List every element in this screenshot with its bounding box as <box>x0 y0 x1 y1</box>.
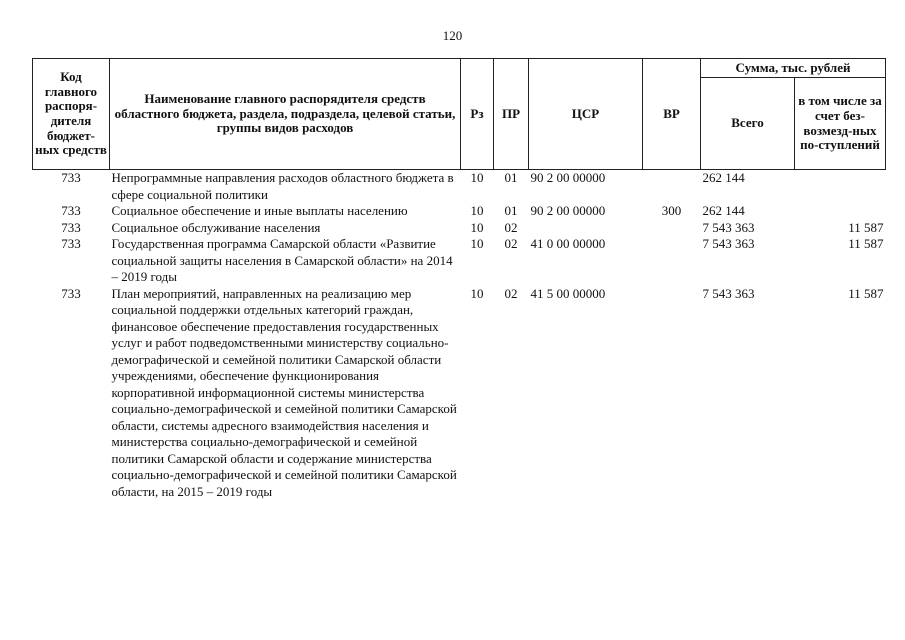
cell-total: 262 144 <box>702 170 745 185</box>
cell-rz: 10 <box>470 236 484 251</box>
header-name: Наименование главного распорядителя средств областного бюджета, раздела, подраздела, целевой статьи, группы видов расходов <box>110 59 461 170</box>
table-row <box>33 170 886 204</box>
header-row-top <box>33 59 886 78</box>
cell-csr: 41 5 00 00000 <box>530 285 606 301</box>
cell-total: 7 543 363 <box>702 285 755 301</box>
cell-vr <box>643 286 701 501</box>
header-code: Код главного распоря-дителя бюджет-ных средств <box>33 59 110 170</box>
cell-code: 733 <box>61 236 81 251</box>
cell-total: 262 144 <box>702 203 745 218</box>
cell-code: 733 <box>61 170 81 185</box>
cell-total: 7 543 363 <box>702 236 755 251</box>
header-total: Всего <box>701 78 795 170</box>
cell-code: 733 <box>61 203 81 218</box>
table-header <box>33 59 886 170</box>
budget-table <box>32 58 886 500</box>
cell-name: Государственная программа Самарской области «Развитие социальной защиты населения в Самарской области» на 2014 – 2019 годы <box>111 236 453 284</box>
cell-code: 733 <box>61 219 81 235</box>
cell-pr: 02 <box>504 285 518 301</box>
cell-pr: 02 <box>504 219 518 235</box>
cell-rz: 10 <box>470 285 484 301</box>
cell-rz: 10 <box>470 170 484 185</box>
header-free: в том числе за счет без-возмезд-ных по-ступлений <box>795 78 886 170</box>
cell-csr: 41 0 00 00000 <box>530 236 606 251</box>
cell-name: План мероприятий, направленных на реализацию мер социальной поддержки отдельных категорий граждан, финансовое обеспечение предоставления государственных услуг и работ подведомственными министерству социально-демографической и семейной политики Самарской области учреждениями, обеспечение функционирования корпоративной информационной системы министерства социально-демографической и семейной политики Самарской области, системы адресного взаимодействия населения и министерства социально-демографической и семейной политики Самарской области и содержание министерства социально-демографической и семейной политики Самарской области, на 2015 – 2019 годы <box>111 285 457 499</box>
cell-vr <box>643 236 701 286</box>
cell-free: 11 587 <box>848 285 884 301</box>
cell-pr: 01 <box>504 170 518 185</box>
table-row <box>33 236 886 286</box>
table-body <box>33 170 886 501</box>
cell-pr: 01 <box>504 203 518 218</box>
cell-free <box>795 203 886 220</box>
header-csr: ЦСР <box>529 59 643 170</box>
cell-total: 7 543 363 <box>702 219 755 235</box>
cell-name: Социальное обеспечение и иные выплаты населению <box>111 203 408 218</box>
cell-name: Социальное обслуживание населения <box>111 219 321 235</box>
cell-name: Непрограммные направления расходов областного бюджета в сфере социальной политики <box>111 170 454 202</box>
header-rz: Рз <box>461 59 494 170</box>
cell-vr: 300 <box>661 203 682 218</box>
cell-csr: 90 2 00 00000 <box>530 170 606 185</box>
cell-free: 11 587 <box>848 236 884 251</box>
header-pr: ПР <box>494 59 529 170</box>
cell-pr: 02 <box>504 236 518 251</box>
cell-rz: 10 <box>470 203 484 218</box>
page-number: 120 <box>442 28 463 43</box>
table-row <box>33 220 886 237</box>
cell-free <box>795 170 886 204</box>
cell-rz: 10 <box>470 219 484 235</box>
header-vr: ВР <box>643 59 701 170</box>
cell-code: 733 <box>61 285 81 301</box>
cell-free: 11 587 <box>848 219 884 235</box>
header-sum: Сумма, тыс. рублей <box>701 59 886 78</box>
table-row <box>33 286 886 501</box>
cell-csr: 90 2 00 00000 <box>530 203 606 218</box>
cell-vr <box>643 170 701 204</box>
table-row <box>33 203 886 220</box>
cell-csr <box>529 220 643 237</box>
cell-vr <box>643 220 701 237</box>
